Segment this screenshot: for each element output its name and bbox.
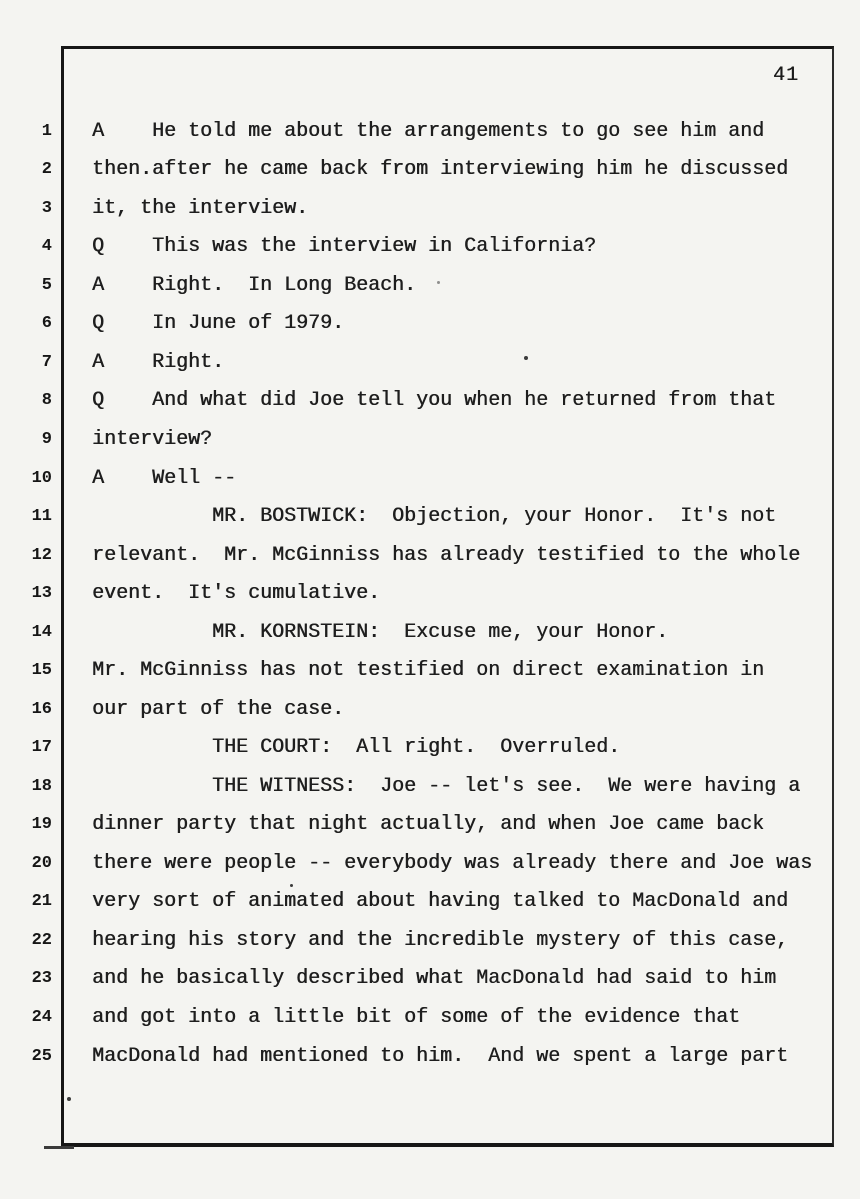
line-text: Q This was the interview in California?	[92, 235, 597, 259]
line-number: 19	[31, 815, 52, 835]
line-text: THE COURT: All right. Overruled.	[92, 736, 621, 760]
line-number: 15	[31, 661, 52, 681]
transcript-line	[0, 536, 860, 575]
transcript-lines	[0, 112, 860, 1075]
line-text: A Well --	[92, 466, 237, 490]
line-text: Q In June of 1979.	[92, 312, 345, 336]
line-number: 2	[41, 160, 52, 180]
line-number: 22	[31, 930, 52, 950]
line-text: hearing his story and the incredible mystery of this case,	[92, 928, 789, 952]
transcript-line	[0, 497, 860, 536]
line-number: 23	[31, 969, 52, 989]
line-number: 21	[31, 892, 52, 912]
line-text: and he basically described what MacDonald had said to him	[92, 967, 777, 991]
line-number: 13	[31, 584, 52, 604]
line-number: 6	[41, 314, 52, 334]
transcript-line	[0, 651, 860, 690]
line-text: very sort of animated about having talked to MacDonald and	[92, 890, 789, 914]
line-text: A Right.	[92, 350, 225, 374]
scan-artifact-dot	[290, 884, 293, 887]
line-text: A Right. In Long Beach.	[92, 273, 417, 297]
transcript-line	[0, 690, 860, 729]
transcript-line	[0, 343, 860, 382]
transcript-line	[0, 228, 860, 267]
scan-artifact-dot	[67, 1097, 71, 1101]
transcript-line	[0, 729, 860, 768]
transcript-line	[0, 420, 860, 459]
line-number: 10	[31, 468, 52, 488]
line-text: then.after he came back from interviewing him he discussed	[92, 158, 789, 182]
line-number: 5	[41, 275, 52, 295]
transcript-line	[0, 189, 860, 228]
line-text: MacDonald had mentioned to him. And we spent a large part	[92, 1044, 789, 1068]
line-number: 16	[31, 699, 52, 719]
line-text: and got into a little bit of some of the evidence that	[92, 1005, 741, 1029]
line-text: interview?	[92, 428, 213, 452]
transcript-line	[0, 151, 860, 190]
transcript-line	[0, 459, 860, 498]
transcript-line	[0, 883, 860, 922]
line-text: MR. KORNSTEIN: Excuse me, your Honor.	[92, 620, 669, 644]
line-text: relevant. Mr. McGinniss has already testified to the whole	[92, 543, 801, 567]
transcript-line	[0, 1037, 860, 1076]
line-number: 1	[41, 121, 52, 141]
line-number: 17	[31, 738, 52, 758]
transcript-line	[0, 305, 860, 344]
line-text: our part of the case.	[92, 697, 345, 721]
line-text: MR. BOSTWICK: Objection, your Honor. It's not	[92, 505, 777, 529]
line-number: 25	[31, 1046, 52, 1066]
transcript-line	[0, 382, 860, 421]
line-number: 9	[41, 430, 52, 450]
transcript-line	[0, 960, 860, 999]
scan-artifact-dot	[437, 281, 440, 284]
line-number: 4	[41, 237, 52, 257]
line-number: 3	[41, 198, 52, 218]
bottom-rule-extension	[44, 1146, 74, 1149]
line-number: 20	[31, 853, 52, 873]
line-number: 7	[41, 352, 52, 372]
line-number: 24	[31, 1007, 52, 1027]
line-text: there were people -- everybody was already there and Joe was	[92, 851, 813, 875]
line-number: 12	[31, 545, 52, 565]
line-text: Q And what did Joe tell you when he returned from that	[92, 389, 777, 413]
line-text: event. It's cumulative.	[92, 582, 381, 606]
line-number: 18	[31, 776, 52, 796]
transcript-line	[0, 613, 860, 652]
line-number: 14	[31, 622, 52, 642]
line-text: THE WITNESS: Joe -- let's see. We were having a	[92, 774, 801, 798]
line-text: Mr. McGinniss has not testified on direct examination in	[92, 659, 765, 683]
transcript-line	[0, 844, 860, 883]
transcript-line	[0, 574, 860, 613]
line-number: 8	[41, 391, 52, 411]
transcript-line	[0, 112, 860, 151]
transcript-line	[0, 921, 860, 960]
transcript-line	[0, 266, 860, 305]
transcript-line	[0, 806, 860, 845]
page-number: 41	[773, 64, 800, 87]
scan-artifact-dot	[524, 356, 528, 360]
line-text: A He told me about the arrangements to go see him and	[92, 119, 765, 143]
line-number: 11	[31, 507, 52, 527]
line-text: dinner party that night actually, and when Joe came back	[92, 813, 765, 837]
transcript-line	[0, 998, 860, 1037]
line-text: it, the interview.	[92, 196, 309, 220]
transcript-line	[0, 767, 860, 806]
